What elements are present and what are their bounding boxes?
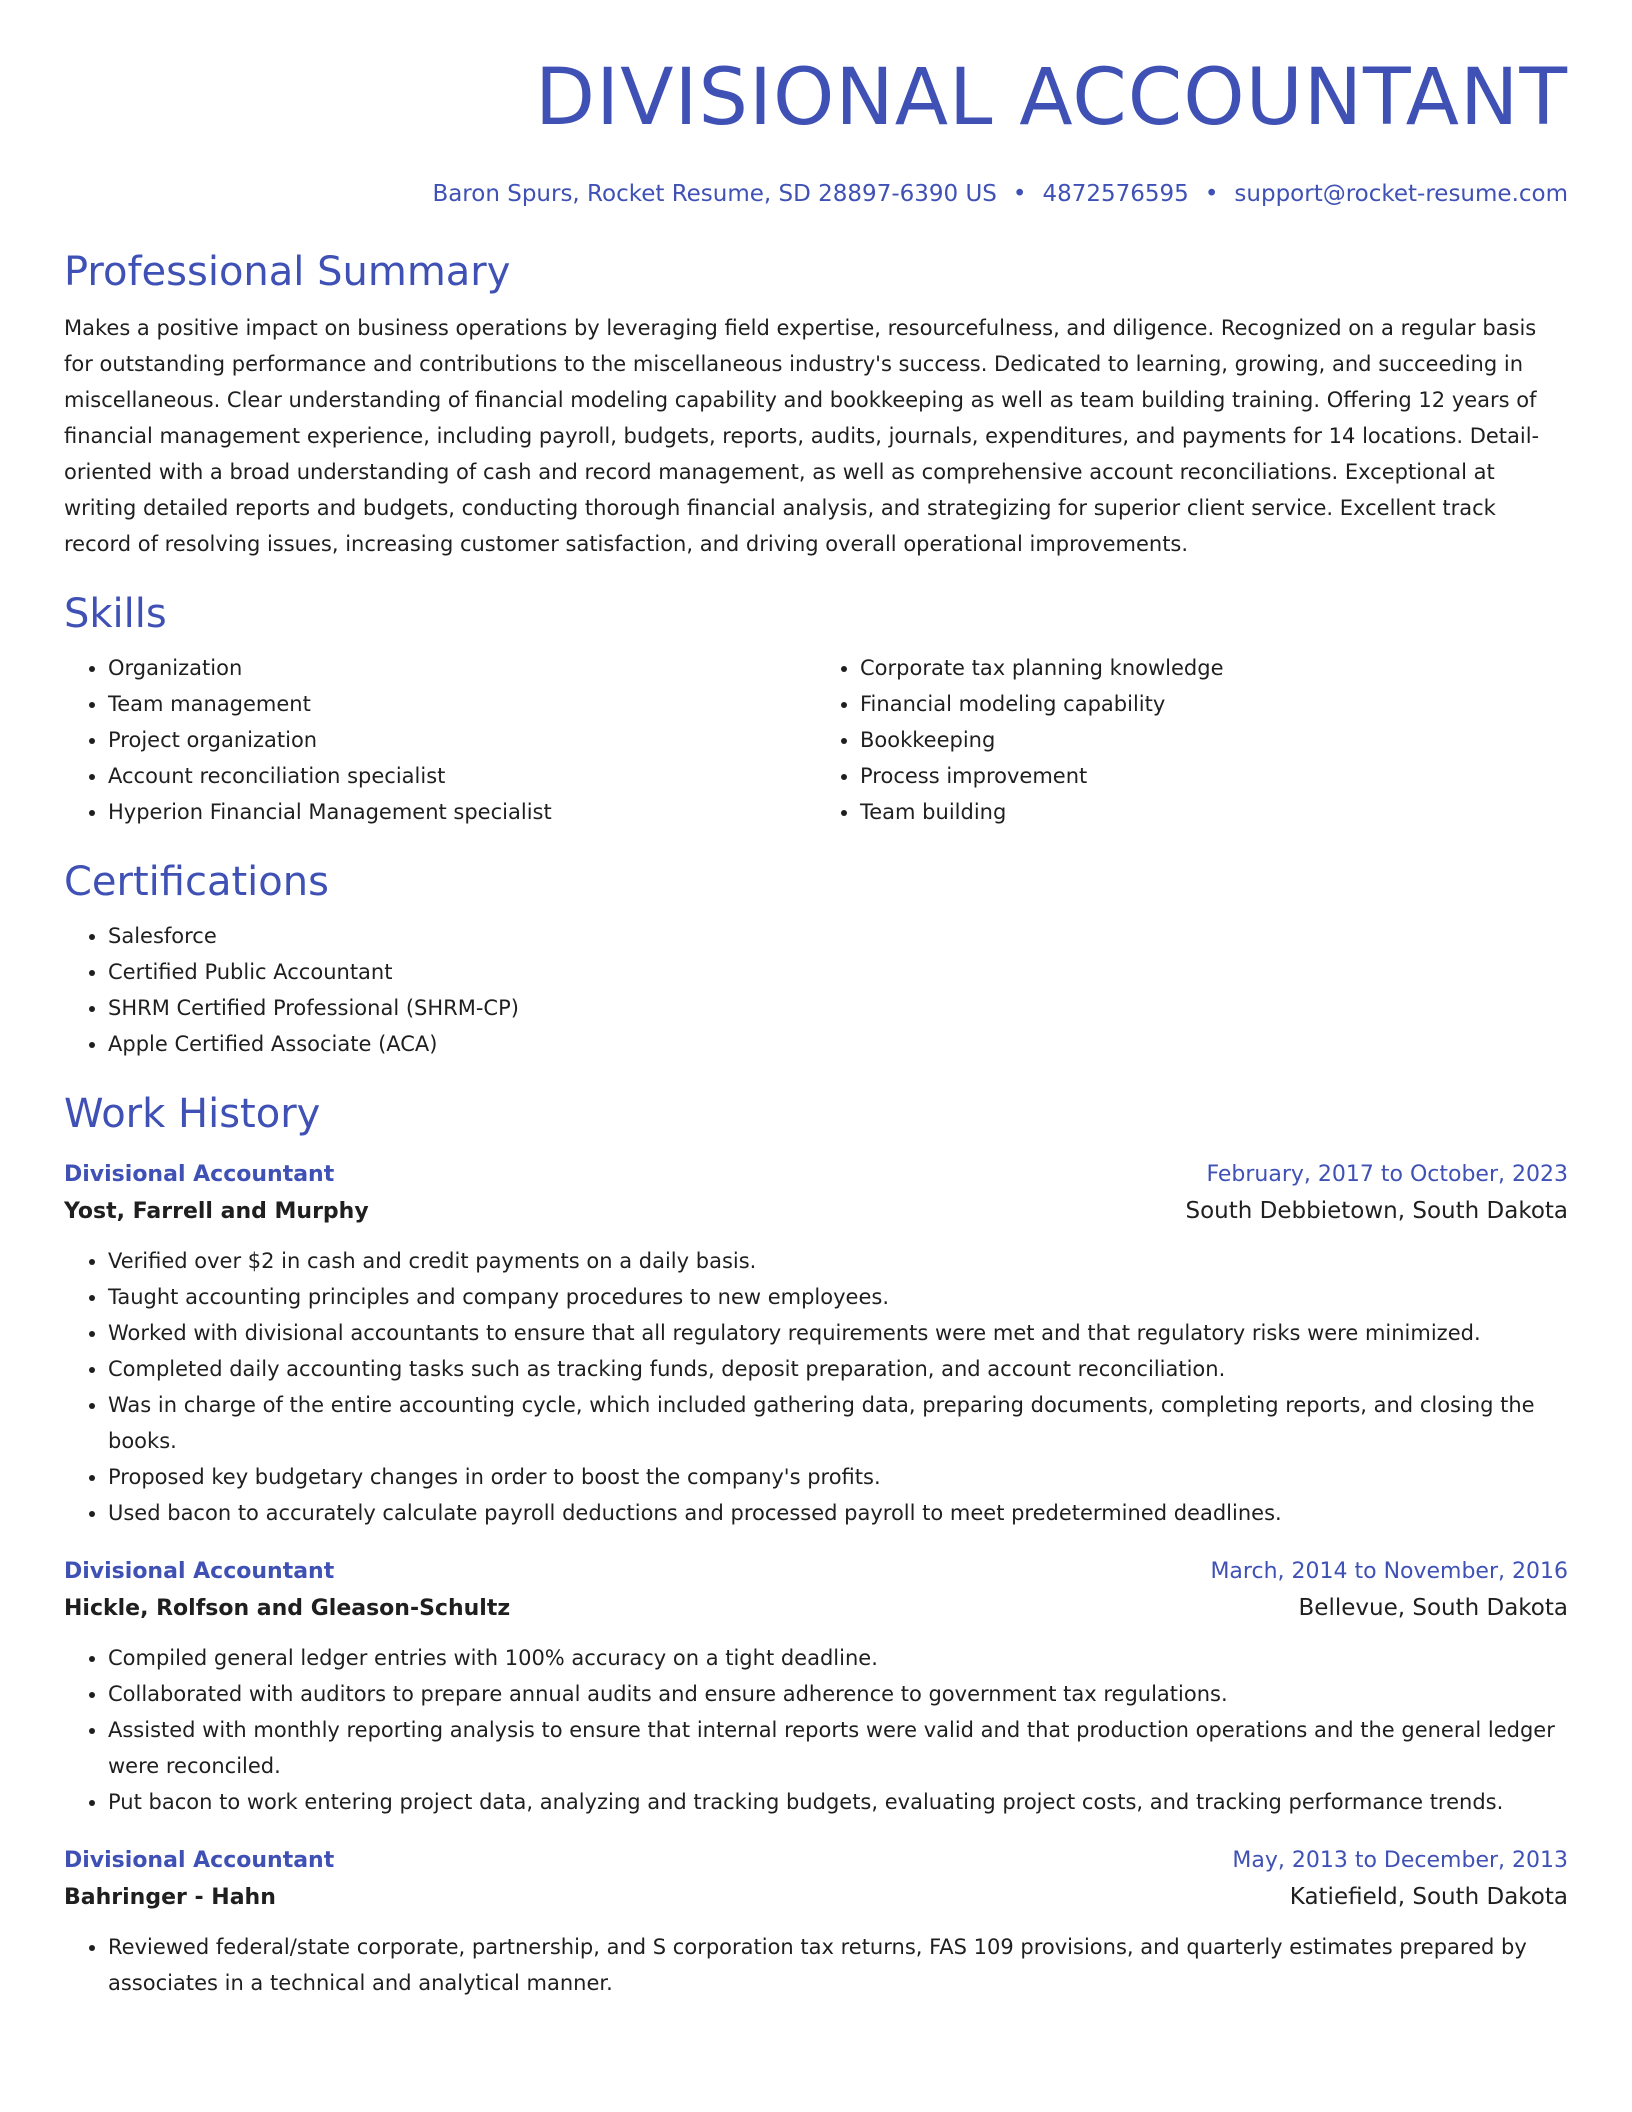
- job-bullet: • Worked with divisional accountants to ensure that all regulatory requirements were met and that regulatory risks were minimized.: [108, 1315, 1568, 1351]
- job-bullet: • Compiled general ledger entries with 100% accuracy on a tight deadline.: [108, 1640, 1568, 1676]
- job-bullet: • Collaborated with auditors to prepare annual audits and ensure adherence to government tax regulations.: [108, 1676, 1568, 1712]
- job-bullet: • Reviewed federal/state corporate, partnership, and S corporation tax returns, FAS 109 provisions, and quarterly estimates prepared by associates in a technical and analytical manner.: [108, 1929, 1568, 2001]
- job-company: Yost, Farrell and Murphy: [64, 1199, 369, 1224]
- job-entry: [64, 1158, 1568, 1531]
- summary-paragraph: Makes a positive impact on business operations by leveraging field expertise, resourcefulness, and diligence. Recognized on a regular basis for outstanding performance and contributions to the miscellaneous industry's success. Dedicated to learning, growing, and succeeding in miscellaneous. Clear understanding of financial modeling capability and bookkeeping as well as team building training. Offering 12 years of financial management experience, including payroll, budgets, reports, audits, journals, expenditures, and payments for 14 locations. Detail-oriented with a broad understanding of cash and record management, as well as comprehensive account reconciliations. Exceptional at writing detailed reports and budgets, conducting thorough financial analysis, and strategizing for superior client service. Excellent track record of resolving issues, increasing customer satisfaction, and driving overall operational improvements.: [64, 316, 1540, 556]
- skill-item: • Bookkeeping: [860, 722, 1568, 758]
- job-bullets: [64, 1243, 1568, 1531]
- job-entry: [64, 1844, 1568, 2001]
- skills-list-right: [816, 650, 1568, 830]
- summary-heading: Professional Summary: [64, 249, 511, 295]
- resume-title: DIVISIONAL ACCOUNTANT: [535, 53, 1568, 143]
- skill-item: • Team building: [860, 794, 1568, 830]
- contact-address: Baron Spurs, Rocket Resume, SD 28897-6390 US: [432, 181, 997, 207]
- job-bullets: [64, 1640, 1568, 1820]
- job-bullet: • Used bacon to accurately calculate payroll deductions and processed payroll to meet predetermined deadlines.: [108, 1495, 1568, 1531]
- job-bullets: [64, 1929, 1568, 2001]
- skill-item: • Organization: [108, 650, 816, 686]
- skill-item: • Account reconciliation specialist: [108, 758, 816, 794]
- job-dates: March, 2014 to November, 2016: [1210, 1559, 1568, 1584]
- job-bullet: • Verified over $2 in cash and credit payments on a daily basis.: [108, 1243, 1568, 1279]
- contact-email: support@rocket-resume.com: [1234, 181, 1568, 207]
- job-bullet: • Proposed key budgetary changes in order to boost the company's profits.: [108, 1459, 1568, 1495]
- job-title: Divisional Accountant: [64, 1162, 335, 1187]
- job-title: Divisional Accountant: [64, 1848, 335, 1873]
- skill-item: • Team management: [108, 686, 816, 722]
- skill-item: • Financial modeling capability: [860, 686, 1568, 722]
- job-company: Bahringer - Hahn: [64, 1885, 276, 1910]
- skill-item: • Process improvement: [860, 758, 1568, 794]
- job-bullet: • Completed daily accounting tasks such as tracking funds, deposit preparation, and account reconciliation.: [108, 1351, 1568, 1387]
- job-location: South Debbietown, South Dakota: [1185, 1198, 1568, 1224]
- contact-phone: 4872576595: [1042, 181, 1189, 207]
- skill-item: • Project organization: [108, 722, 816, 758]
- contact-separator: •: [1012, 181, 1027, 207]
- certifications-list: [64, 918, 1568, 1062]
- job-dates: May, 2013 to December, 2013: [1232, 1848, 1568, 1873]
- certifications-heading: Certifications: [64, 859, 329, 905]
- job-location: Bellevue, South Dakota: [1298, 1595, 1568, 1621]
- skills-heading: Skills: [64, 591, 167, 637]
- skills-list-left: [64, 650, 816, 830]
- job-dates: February, 2017 to October, 2023: [1206, 1162, 1568, 1187]
- job-company: Hickle, Rolfson and Gleason-Schultz: [64, 1596, 511, 1621]
- job-bullet: • Assisted with monthly reporting analysis to ensure that internal reports were valid and that production operations and the general ledger were reconciled.: [108, 1712, 1568, 1784]
- job-bullet: • Was in charge of the entire accounting cycle, which included gathering data, preparing documents, completing reports, and closing the books.: [108, 1387, 1568, 1459]
- contact-separator: •: [1204, 181, 1219, 207]
- certification-item: • Apple Certified Associate (ACA): [108, 1026, 1568, 1062]
- skills-grid: [64, 650, 1568, 830]
- skill-item: • Corporate tax planning knowledge: [860, 650, 1568, 686]
- job-location: Katiefield, South Dakota: [1289, 1884, 1568, 1910]
- certification-item: • SHRM Certified Professional (SHRM-CP): [108, 990, 1568, 1026]
- skill-item: • Hyperion Financial Management specialist: [108, 794, 816, 830]
- job-title: Divisional Accountant: [64, 1559, 335, 1584]
- certification-item: • Salesforce: [108, 918, 1568, 954]
- contact-line: [64, 178, 1568, 210]
- job-bullet: • Taught accounting principles and company procedures to new employees.: [108, 1279, 1568, 1315]
- certification-item: • Certified Public Accountant: [108, 954, 1568, 990]
- work-history-heading: Work History: [64, 1091, 321, 1137]
- job-entry: [64, 1555, 1568, 1820]
- job-bullet: • Put bacon to work entering project data, analyzing and tracking budgets, evaluating project costs, and tracking performance trends.: [108, 1784, 1568, 1820]
